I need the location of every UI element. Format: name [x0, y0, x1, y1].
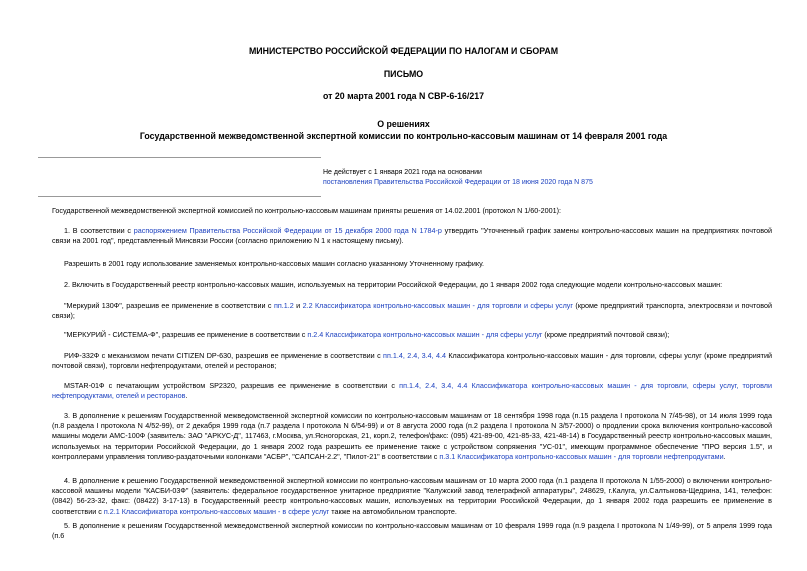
- link-classifier-2-2[interactable]: 2.2 Классификатора контрольно-кассовых машин - для торговли и сферы услуг: [302, 301, 574, 310]
- validity-notice-text: Не действует с 1 января 2021 года на основании: [323, 169, 482, 176]
- link-classifier-3-1[interactable]: п.3.1 Классификатора контрольно-кассовых машин - для торговли нефтепродуктами: [439, 451, 724, 461]
- paragraph-mstar: MSTAR-01Ф с печатающим устройством SP2320, разрешив ее применение в соответствии с пп.1.4, 2.4, 3.4, 4.4 Классификатора контрольно-кассовых машин - для торговли, сферы услуг, торговли нефтепродуктами, отелей и ресторанов.: [52, 381, 772, 401]
- paragraph-5: 5. В дополнение к решениям Государственной межведомственной экспертной комиссии по контрольно-кассовым машинам от 10 февраля 1999 года (п.9 раздела I протокола N 1/49-99), от 5 апреля 1999 года (п.6: [52, 521, 772, 541]
- paragraph-intro: Государственной межведомственной экспертной комиссией по контрольно-кассовым машинам приняты решения от 14.02.2001 (протокол N 1/60-2001):: [52, 206, 562, 215]
- document-type: ПИСЬМО: [383, 69, 424, 79]
- paragraph-2: 2. Включить в Государственный реестр контрольно-кассовых машин, используемых на территории Российской Федерации, до 1 января 2002 года следующие модели контрольно-кассовых машин:: [64, 280, 723, 289]
- ministry-title: МИНИСТЕРСТВО РОССИЙСКОЙ ФЕДЕРАЦИИ ПО НАЛОГАМ И СБОРАМ: [248, 46, 559, 56]
- paragraph-3: 3. В дополнение к решениям Государственной межведомственной экспертной комиссии по контрольно-кассовым машинам от 18 сентября 1998 года (п.15 раздела I протокола N 7/45-98), от 14 июля 1999 года (п.8 раздела I протокола N 4/52-99), от 2 декабря 1999 года (п.7 раздела I протокола N 6/54-99) и от 8 августа 2000 года (п.2 раздела I протокола N 3/57-2000) о продлении срока включения контрольно-кассовой машины модели АМС-100Ф (заявитель: ЗАО "АРКУС-Д", 117463, г.Москва, ул.Ясногорская, 21, корп.2, телефон/факс: (095) 421-89-00, 421-85-33, 421-48-14) в Государственный реестр контрольно-кассовых машин, используемых на территории Российской Федерации, до 1 января 2002 года разрешить ее применение также с устройством сопряжения "УС-01", имеющим программное обеспечение "ПРО версия 1.5", и контроллерами управления топливо-раздаточными колонками "АСБР", "САПСАН-2.2", "Пилот-21" в соответствии с п.3.1 Классификатора контрольно-кассовых машин - для торговли нефтепродуктами.: [52, 411, 772, 461]
- paragraph-1: 1. В соответствии с распоряжением Правительства Российской Федерации от 15 декабря 2000 года N 1784-р утвердить "Уточненный график замены контрольно-кассовых машин на предприятиях почтовой связи на 2001 год", представленный Минсвязи России (согласно приложению N 1 к настоящему письму).: [52, 226, 772, 246]
- link-classifier-mstar[interactable]: пп.1.4, 2.4, 3.4, 4.4 Классификатора контрольно-кассовых машин - для торговли, сферы услуг, торговли нефтепродуктами, отелей и ресторанов: [52, 381, 772, 401]
- paragraph-4: 4. В дополнение к решению Государственной межведомственной экспертной комиссии по контрольно-кассовым машинам от 10 марта 2000 года (п.1 раздела II протокола N 1/55-2000) о включении контрольно-кассовой машины модели "КАСБИ-03Ф" (заявитель: федеральное государственное унитарное предприятие "Калужский завод телеграфной аппаратуры", 248629, г.Калуга, ул.Салтыкова-Щедрина, 141, телефон: (0842) 56-23-32, факс: (08422) 3-17-13) в Государственный реестр контрольно-кассовых машин, используемых на территории Российской Федерации, до 1 января 2002 года разрешить ее применение в соответствии с п.2.1 Классификатора контрольно-кассовых машин - в сфере услуг также на автомобильном транспорте.: [52, 476, 772, 516]
- link-government-order[interactable]: распоряжением Правительства Российской Федерации от 15 декабря 2000 года N 1784-р: [133, 226, 442, 235]
- link-classifier-2-1[interactable]: п.2.1 Классификатора контрольно-кассовых машин - в сфере услуг: [103, 506, 330, 516]
- bottom-divider: [38, 196, 321, 197]
- link-classifier-2-4[interactable]: п.2.4 Классификатора контрольно-кассовых машин - для сферы услуг: [307, 330, 543, 339]
- subject-line-1: О решениях: [377, 119, 430, 129]
- validity-notice: [323, 168, 773, 188]
- paragraph-mercury-system: "МЕРКУРИЙ - СИСТЕМА-Ф", разрешив ее применение в соответствии с п.2.4 Классификатора контрольно-кассовых машин - для сферы услуг (кроме предприятий почтовой связи);: [64, 330, 670, 339]
- paragraph-mercury: "Меркурий 130Ф", разрешив ее применение в соответствии с пп.1.2 и 2.2 Классификатора контрольно-кассовых машин - для торговли и сферы услуг (кроме предприятий транспорта, электросвязи и почтовой связи);: [52, 301, 772, 321]
- document-date-number: от 20 марта 2001 года N СВР-6-16/217: [322, 91, 485, 101]
- top-divider: [38, 157, 321, 158]
- validity-notice-link[interactable]: постановления Правительства Российской Федерации от 18 июня 2020 года N 875: [323, 178, 593, 186]
- paragraph-rif: РИФ-332Ф с механизмом печати CITIZEN DP-630, разрешив ее применение в соответствии с пп.1.4, 2.4, 3.4, 4.4 Классификатора контрольно-кассовых машин - для торговли, сферы услуг (кроме предприятий почтовой связи), торговли нефтепродуктами, отелей и ресторанов;: [52, 351, 773, 371]
- paragraph-1-cont: Разрешить в 2001 году использование заменяемых контрольно-кассовых машин согласно указанному Уточненному графику.: [64, 259, 484, 268]
- link-classifier-1-2[interactable]: пп.1.2: [273, 301, 294, 310]
- subject-line-2: Государственной межведомственной экспертной комиссии по контрольно-кассовым машинам от 14 февраля 2001 года: [139, 131, 668, 141]
- link-classifier-rif[interactable]: пп.1.4, 2.4, 3.4, 4.4: [383, 351, 446, 360]
